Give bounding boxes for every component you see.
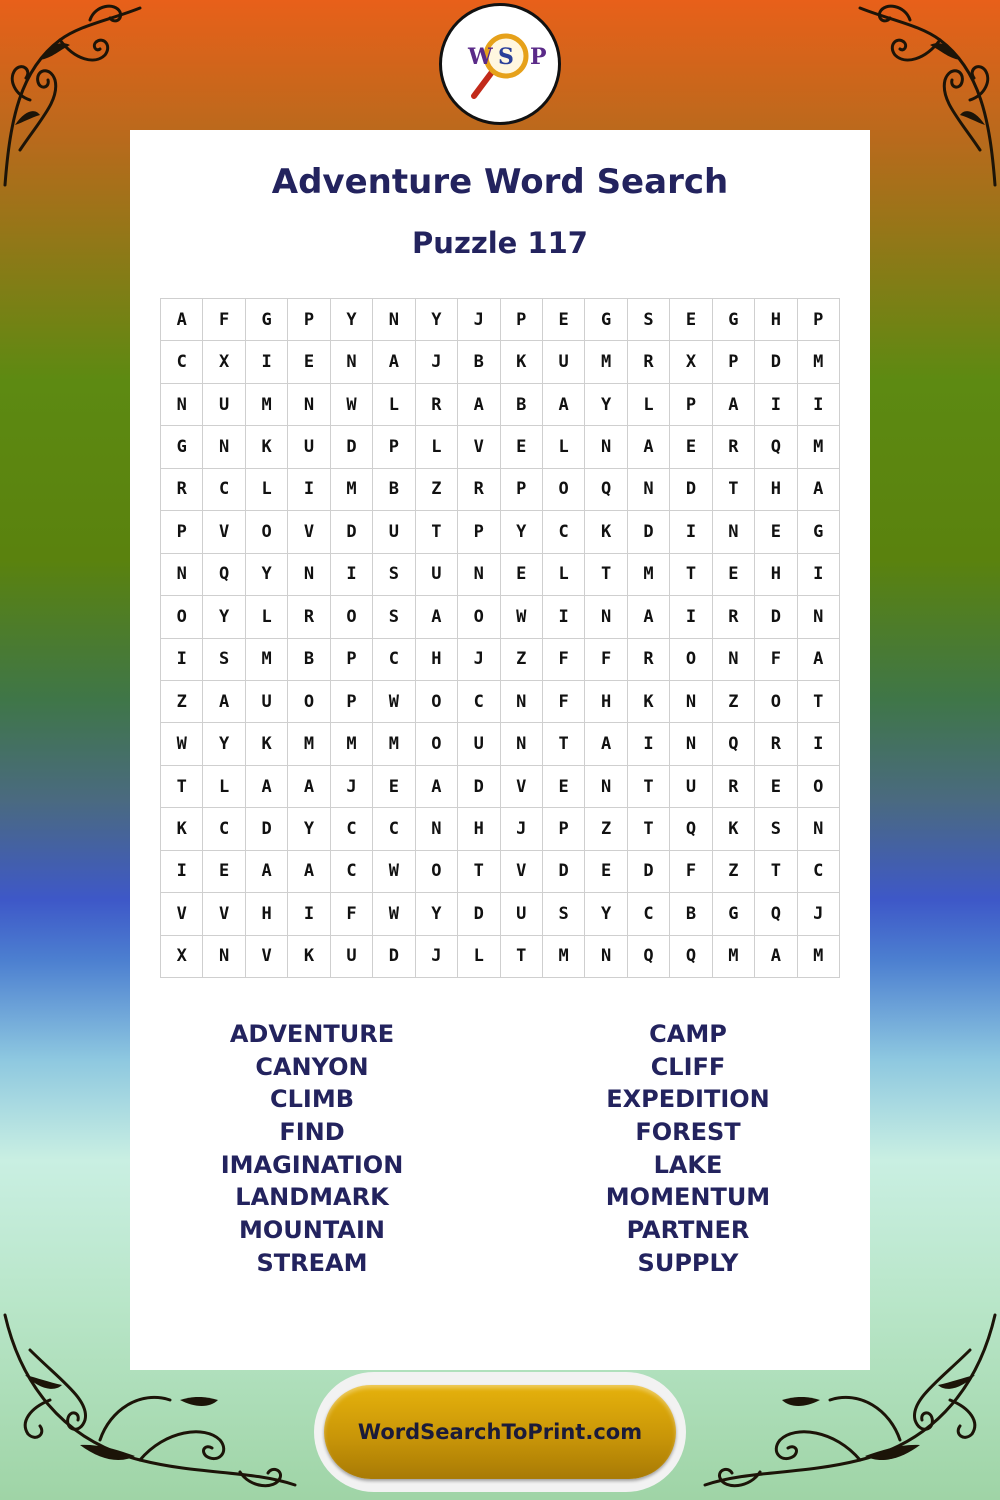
grid-cell[interactable]: D	[670, 469, 712, 511]
grid-cell[interactable]: I	[161, 851, 203, 893]
grid-cell[interactable]: P	[501, 469, 543, 511]
grid-cell[interactable]: D	[458, 893, 500, 935]
grid-cell[interactable]: R	[713, 766, 755, 808]
grid-cell[interactable]: X	[161, 936, 203, 978]
grid-cell[interactable]: Q	[670, 936, 712, 978]
grid-cell[interactable]: A	[798, 469, 840, 511]
grid-cell[interactable]: V	[246, 936, 288, 978]
word-list-item: FIND	[279, 1118, 345, 1147]
grid-cell[interactable]: Y	[288, 808, 330, 850]
grid-cell[interactable]: Q	[713, 723, 755, 765]
grid-cell[interactable]: N	[501, 681, 543, 723]
word-list-item: SUPPLY	[637, 1248, 739, 1277]
grid-cell[interactable]: O	[161, 596, 203, 638]
grid-cell[interactable]: M	[331, 469, 373, 511]
grid-cell[interactable]: A	[458, 384, 500, 426]
grid-cell[interactable]: P	[798, 299, 840, 341]
grid-cell[interactable]: O	[288, 681, 330, 723]
grid-cell[interactable]: O	[798, 766, 840, 808]
grid-cell[interactable]: M	[628, 554, 670, 596]
grid-cell[interactable]: E	[755, 766, 797, 808]
grid-cell[interactable]: E	[501, 554, 543, 596]
grid-cell[interactable]: Q	[585, 469, 627, 511]
grid-cell[interactable]: W	[373, 893, 415, 935]
grid-cell[interactable]: E	[288, 341, 330, 383]
grid-cell[interactable]: F	[755, 639, 797, 681]
grid-cell[interactable]: A	[373, 341, 415, 383]
grid-cell[interactable]: C	[203, 808, 245, 850]
grid-cell[interactable]: T	[585, 554, 627, 596]
grid-cell[interactable]: N	[203, 426, 245, 468]
grid-cell[interactable]: G	[161, 426, 203, 468]
grid-cell[interactable]: U	[288, 426, 330, 468]
grid-cell[interactable]: R	[628, 341, 670, 383]
grid-cell[interactable]: Y	[501, 511, 543, 553]
footer-badge	[314, 1372, 686, 1492]
grid-cell[interactable]: I	[288, 893, 330, 935]
grid-cell[interactable]: R	[713, 596, 755, 638]
grid-cell[interactable]: A	[246, 766, 288, 808]
grid-cell[interactable]: C	[203, 469, 245, 511]
grid-cell[interactable]: M	[543, 936, 585, 978]
grid-cell[interactable]: P	[713, 341, 755, 383]
grid-cell[interactable]: V	[501, 851, 543, 893]
grid-cell[interactable]: D	[543, 851, 585, 893]
grid-cell[interactable]: J	[416, 341, 458, 383]
grid-cell[interactable]: Y	[203, 596, 245, 638]
grid-cell[interactable]: O	[458, 596, 500, 638]
grid-cell[interactable]: N	[416, 808, 458, 850]
grid-cell[interactable]: X	[670, 341, 712, 383]
grid-cell[interactable]: L	[416, 426, 458, 468]
grid-cell[interactable]: M	[713, 936, 755, 978]
grid-cell[interactable]: H	[458, 808, 500, 850]
grid-cell[interactable]: N	[373, 299, 415, 341]
grid-cell[interactable]: C	[331, 808, 373, 850]
grid-cell[interactable]: B	[670, 893, 712, 935]
grid-cell[interactable]: A	[161, 299, 203, 341]
grid-cell[interactable]: K	[501, 341, 543, 383]
grid-cell[interactable]: J	[331, 766, 373, 808]
grid-cell[interactable]: N	[798, 596, 840, 638]
grid-cell[interactable]: F	[543, 681, 585, 723]
letter-grid	[160, 298, 840, 978]
grid-cell[interactable]: A	[628, 596, 670, 638]
grid-cell[interactable]: K	[713, 808, 755, 850]
grid-cell[interactable]: Y	[416, 299, 458, 341]
grid-cell[interactable]: E	[670, 426, 712, 468]
grid-cell[interactable]: U	[246, 681, 288, 723]
grid-cell[interactable]: Y	[585, 384, 627, 426]
grid-cell[interactable]: R	[288, 596, 330, 638]
grid-cell[interactable]: N	[713, 639, 755, 681]
grid-cell[interactable]: T	[161, 766, 203, 808]
grid-cell[interactable]: Z	[416, 469, 458, 511]
grid-cell[interactable]: T	[628, 808, 670, 850]
wsp-logo[interactable]	[439, 3, 561, 125]
grid-cell[interactable]: R	[458, 469, 500, 511]
grid-cell[interactable]: O	[416, 681, 458, 723]
grid-cell[interactable]: P	[373, 426, 415, 468]
grid-cell[interactable]: Y	[331, 299, 373, 341]
grid-cell[interactable]: P	[458, 511, 500, 553]
grid-cell[interactable]: P	[543, 808, 585, 850]
grid-cell[interactable]: N	[161, 554, 203, 596]
grid-cell[interactable]: A	[288, 851, 330, 893]
grid-cell[interactable]: G	[713, 299, 755, 341]
grid-cell[interactable]: A	[288, 766, 330, 808]
grid-cell[interactable]: S	[755, 808, 797, 850]
grid-cell[interactable]: G	[585, 299, 627, 341]
puzzle-card	[130, 130, 870, 1370]
word-list-left	[162, 1018, 462, 1280]
word-list-item: CLIMB	[269, 1085, 354, 1114]
grid-cell[interactable]: I	[798, 554, 840, 596]
grid-cell[interactable]: C	[628, 893, 670, 935]
grid-cell[interactable]: U	[416, 554, 458, 596]
grid-cell[interactable]: F	[585, 639, 627, 681]
grid-cell[interactable]: K	[246, 426, 288, 468]
grid-cell[interactable]: O	[755, 681, 797, 723]
grid-cell[interactable]: L	[543, 554, 585, 596]
grid-cell[interactable]: P	[331, 639, 373, 681]
grid-cell[interactable]: O	[416, 723, 458, 765]
grid-cell[interactable]: B	[501, 384, 543, 426]
grid-cell[interactable]: T	[798, 681, 840, 723]
grid-cell[interactable]: H	[416, 639, 458, 681]
grid-cell[interactable]: M	[798, 936, 840, 978]
grid-cell[interactable]: R	[161, 469, 203, 511]
grid-cell[interactable]: M	[373, 723, 415, 765]
logo-letter-s: S	[498, 44, 514, 70]
grid-cell[interactable]: D	[628, 511, 670, 553]
grid-cell[interactable]: B	[373, 469, 415, 511]
grid-cell[interactable]: W	[373, 851, 415, 893]
grid-cell[interactable]: C	[161, 341, 203, 383]
grid-cell[interactable]: D	[246, 808, 288, 850]
grid-cell[interactable]: H	[755, 554, 797, 596]
grid-cell[interactable]: I	[798, 723, 840, 765]
grid-cell[interactable]: N	[585, 426, 627, 468]
grid-cell[interactable]: T	[713, 469, 755, 511]
grid-cell[interactable]: I	[161, 639, 203, 681]
grid-cell[interactable]: G	[798, 511, 840, 553]
grid-cell[interactable]: W	[501, 596, 543, 638]
grid-cell[interactable]: U	[501, 893, 543, 935]
grid-cell[interactable]: I	[670, 596, 712, 638]
grid-cell[interactable]: D	[458, 766, 500, 808]
grid-cell[interactable]: A	[755, 936, 797, 978]
word-list-item: MOUNTAIN	[239, 1216, 385, 1245]
grid-cell[interactable]: M	[246, 384, 288, 426]
grid-cell[interactable]: L	[246, 469, 288, 511]
grid-cell[interactable]: A	[543, 384, 585, 426]
grid-cell[interactable]: D	[628, 851, 670, 893]
grid-cell[interactable]: U	[458, 723, 500, 765]
corner-ornament-top-right	[850, 0, 1000, 190]
grid-cell[interactable]: A	[246, 851, 288, 893]
grid-cell[interactable]: E	[755, 511, 797, 553]
grid-cell[interactable]: L	[203, 766, 245, 808]
grid-cell[interactable]: U	[203, 384, 245, 426]
grid-cell[interactable]: H	[755, 469, 797, 511]
grid-cell[interactable]: O	[331, 596, 373, 638]
grid-cell[interactable]: N	[713, 511, 755, 553]
grid-cell[interactable]: N	[288, 384, 330, 426]
word-list-item: IMAGINATION	[220, 1150, 404, 1179]
grid-cell[interactable]: I	[798, 384, 840, 426]
grid-cell[interactable]: R	[628, 639, 670, 681]
grid-cell[interactable]: D	[755, 341, 797, 383]
grid-cell[interactable]: Z	[713, 851, 755, 893]
grid-cell[interactable]: K	[585, 511, 627, 553]
grid-cell[interactable]: I	[246, 341, 288, 383]
grid-cell[interactable]: E	[670, 299, 712, 341]
grid-cell[interactable]: P	[331, 681, 373, 723]
grid-cell[interactable]: B	[288, 639, 330, 681]
grid-cell[interactable]: R	[416, 384, 458, 426]
grid-cell[interactable]: M	[331, 723, 373, 765]
grid-cell[interactable]: F	[543, 639, 585, 681]
grid-cell[interactable]: D	[331, 426, 373, 468]
grid-cell[interactable]: C	[543, 511, 585, 553]
grid-cell[interactable]: N	[458, 554, 500, 596]
grid-cell[interactable]: T	[670, 554, 712, 596]
grid-cell[interactable]: V	[458, 426, 500, 468]
grid-cell[interactable]: A	[798, 639, 840, 681]
grid-cell[interactable]: A	[585, 723, 627, 765]
grid-cell[interactable]: P	[288, 299, 330, 341]
grid-cell[interactable]: K	[628, 681, 670, 723]
grid-cell[interactable]: G	[246, 299, 288, 341]
grid-cell[interactable]: C	[458, 681, 500, 723]
grid-cell[interactable]: Z	[585, 808, 627, 850]
grid-cell[interactable]: I	[543, 596, 585, 638]
grid-cell[interactable]: C	[798, 851, 840, 893]
grid-cell[interactable]: N	[585, 936, 627, 978]
grid-cell[interactable]: Z	[713, 681, 755, 723]
grid-cell[interactable]: N	[585, 766, 627, 808]
grid-cell[interactable]: P	[670, 384, 712, 426]
grid-cell[interactable]: I	[628, 723, 670, 765]
grid-cell[interactable]: Q	[755, 426, 797, 468]
grid-cell[interactable]: F	[670, 851, 712, 893]
grid-cell[interactable]: L	[458, 936, 500, 978]
word-list-item: ADVENTURE	[229, 1020, 395, 1048]
grid-cell[interactable]: N	[670, 681, 712, 723]
grid-cell[interactable]: T	[458, 851, 500, 893]
word-list-item: MOMENTUM	[605, 1183, 771, 1212]
grid-cell[interactable]: N	[501, 723, 543, 765]
grid-cell[interactable]: K	[288, 936, 330, 978]
grid-cell[interactable]: X	[203, 341, 245, 383]
word-list-item: CAMP	[649, 1020, 727, 1048]
grid-cell[interactable]: T	[628, 766, 670, 808]
grid-cell[interactable]: H	[246, 893, 288, 935]
grid-cell[interactable]: N	[628, 469, 670, 511]
word-list-right	[538, 1018, 838, 1280]
grid-cell[interactable]: S	[628, 299, 670, 341]
grid-cell[interactable]: N	[288, 554, 330, 596]
grid-cell[interactable]: Q	[755, 893, 797, 935]
grid-cell[interactable]: E	[373, 766, 415, 808]
grid-cell[interactable]: U	[543, 341, 585, 383]
grid-cell[interactable]: H	[585, 681, 627, 723]
word-list-item: LAKE	[653, 1150, 723, 1179]
word-list-item: STREAM	[256, 1248, 368, 1277]
grid-cell[interactable]: N	[798, 808, 840, 850]
word-list-item: FOREST	[635, 1118, 741, 1147]
word-list-item: LANDMARK	[235, 1183, 389, 1212]
grid-cell[interactable]: Z	[161, 681, 203, 723]
grid-cell[interactable]: W	[373, 681, 415, 723]
grid-cell[interactable]: R	[755, 723, 797, 765]
grid-cell[interactable]: P	[161, 511, 203, 553]
grid-cell[interactable]: M	[798, 426, 840, 468]
grid-cell[interactable]: I	[331, 554, 373, 596]
grid-cell[interactable]: O	[543, 469, 585, 511]
grid-cell[interactable]: Q	[203, 554, 245, 596]
grid-cell[interactable]: K	[161, 808, 203, 850]
grid-cell[interactable]: F	[331, 893, 373, 935]
grid-cell[interactable]: E	[585, 851, 627, 893]
grid-cell[interactable]: F	[203, 299, 245, 341]
grid-cell[interactable]: A	[628, 426, 670, 468]
grid-cell[interactable]: K	[246, 723, 288, 765]
grid-cell[interactable]: D	[755, 596, 797, 638]
grid-cell[interactable]: E	[543, 766, 585, 808]
grid-cell[interactable]: Y	[585, 893, 627, 935]
corner-ornament-top-left	[0, 0, 150, 190]
grid-cell[interactable]: N	[585, 596, 627, 638]
grid-cell[interactable]: O	[416, 851, 458, 893]
grid-cell[interactable]: A	[416, 596, 458, 638]
footer-link-button[interactable]	[324, 1385, 676, 1479]
grid-cell[interactable]: L	[628, 384, 670, 426]
grid-cell[interactable]: H	[755, 299, 797, 341]
grid-cell[interactable]: A	[416, 766, 458, 808]
grid-cell[interactable]: U	[331, 936, 373, 978]
grid-cell[interactable]: L	[373, 384, 415, 426]
grid-cell[interactable]: P	[501, 299, 543, 341]
grid-cell[interactable]: V	[161, 893, 203, 935]
grid-cell[interactable]: U	[373, 511, 415, 553]
logo-letter-p: P	[530, 44, 547, 70]
grid-cell[interactable]: M	[798, 341, 840, 383]
grid-cell[interactable]: N	[670, 723, 712, 765]
grid-cell[interactable]: E	[203, 851, 245, 893]
page-title: Adventure Word Search	[271, 162, 729, 202]
word-list-item: PARTNER	[626, 1216, 750, 1245]
grid-cell[interactable]: L	[246, 596, 288, 638]
magnifier-logo-icon	[448, 12, 552, 116]
grid-cell[interactable]: R	[713, 426, 755, 468]
grid-cell[interactable]: D	[331, 511, 373, 553]
grid-cell[interactable]: C	[331, 851, 373, 893]
grid-cell[interactable]: I	[670, 511, 712, 553]
grid-cell[interactable]: Y	[416, 893, 458, 935]
grid-cell[interactable]: Q	[670, 808, 712, 850]
grid-cell[interactable]: E	[543, 299, 585, 341]
grid-cell[interactable]: J	[458, 639, 500, 681]
grid-cell[interactable]: V	[288, 511, 330, 553]
grid-cell[interactable]: M	[288, 723, 330, 765]
grid-cell[interactable]: V	[501, 766, 543, 808]
grid-cell[interactable]: S	[373, 596, 415, 638]
grid-cell[interactable]: T	[416, 511, 458, 553]
grid-cell[interactable]: I	[755, 384, 797, 426]
grid-cell[interactable]: I	[288, 469, 330, 511]
grid-cell[interactable]: C	[373, 639, 415, 681]
footer-site-name: WordSearchToPrint.com	[357, 1420, 643, 1444]
grid-cell[interactable]: A	[713, 384, 755, 426]
grid-cell[interactable]: O	[246, 511, 288, 553]
grid-cell[interactable]: W	[331, 384, 373, 426]
grid-cell[interactable]: T	[543, 723, 585, 765]
grid-cell[interactable]: U	[670, 766, 712, 808]
grid-cell[interactable]: G	[713, 893, 755, 935]
grid-cell[interactable]: Y	[246, 554, 288, 596]
grid-cell[interactable]: Y	[203, 723, 245, 765]
grid-cell[interactable]: N	[331, 341, 373, 383]
grid-cell[interactable]: V	[203, 893, 245, 935]
grid-cell[interactable]: L	[543, 426, 585, 468]
word-list-item: EXPEDITION	[606, 1085, 770, 1114]
grid-cell[interactable]: N	[161, 384, 203, 426]
grid-cell[interactable]: W	[161, 723, 203, 765]
grid-cell[interactable]: S	[543, 893, 585, 935]
grid-cell[interactable]: N	[203, 936, 245, 978]
grid-cell[interactable]: C	[373, 808, 415, 850]
grid-cell[interactable]: J	[458, 299, 500, 341]
puzzle-number: Puzzle 117	[412, 226, 588, 260]
grid-cell[interactable]: O	[670, 639, 712, 681]
grid-cell[interactable]: M	[585, 341, 627, 383]
grid-cell[interactable]: J	[501, 808, 543, 850]
grid-cell[interactable]: D	[373, 936, 415, 978]
grid-cell[interactable]: E	[501, 426, 543, 468]
grid-cell[interactable]: J	[416, 936, 458, 978]
grid-cell[interactable]: S	[203, 639, 245, 681]
grid-cell[interactable]: Q	[628, 936, 670, 978]
grid-cell[interactable]: T	[501, 936, 543, 978]
grid-cell[interactable]: S	[373, 554, 415, 596]
grid-cell[interactable]: M	[246, 639, 288, 681]
grid-cell[interactable]: V	[203, 511, 245, 553]
grid-cell[interactable]: Z	[501, 639, 543, 681]
word-list-item: CANYON	[255, 1052, 369, 1081]
grid-cell[interactable]: A	[203, 681, 245, 723]
grid-cell[interactable]: T	[755, 851, 797, 893]
grid-cell[interactable]: J	[798, 893, 840, 935]
grid-cell[interactable]: E	[713, 554, 755, 596]
logo-letter-w: W	[468, 44, 493, 70]
word-list-item: CLIFF	[650, 1052, 726, 1081]
grid-cell[interactable]: B	[458, 341, 500, 383]
